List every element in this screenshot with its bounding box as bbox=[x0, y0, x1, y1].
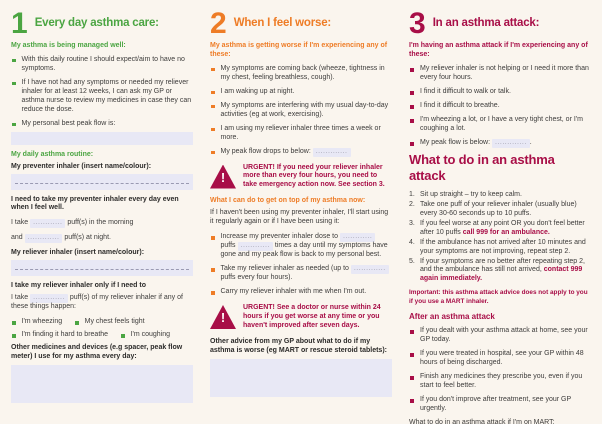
list-item-text: Carry my reliever inhaler with me when I'm out. bbox=[220, 288, 367, 296]
list-item bbox=[409, 102, 591, 111]
bullet-square-icon bbox=[211, 105, 215, 109]
getting-worse-heading: My asthma is getting worse if I'm experiencing any of these: bbox=[210, 42, 388, 58]
mart-important-note: Important: this asthma attack advice does not apply to you if you use a MART inhaler. bbox=[409, 289, 588, 305]
attack-step bbox=[409, 258, 591, 285]
dose-text: and bbox=[11, 234, 23, 242]
list-item-text: I find it difficult to walk or talk. bbox=[420, 87, 511, 95]
step-text: If your symptoms are no better after repeating step 2, and the ambulance has still not arrived, contact 999 again immediately. bbox=[420, 257, 585, 283]
night-puffs-field[interactable]: ............. bbox=[25, 234, 63, 243]
preventer-note: I need to take my preventer inhaler every day even when I feel well. bbox=[11, 195, 179, 212]
dashed-write-line bbox=[15, 183, 189, 184]
list-item-text bbox=[221, 265, 393, 283]
bullet-square-icon bbox=[211, 91, 215, 95]
urgent-warning-2-text: URGENT! See a doctor or nurse within 24 hours if you get worse at any time or you haven't improved after seven days. bbox=[243, 303, 381, 329]
bullet-square-icon bbox=[211, 291, 215, 295]
dose-text: I take bbox=[11, 294, 29, 302]
symptom-text: My chest feels tight bbox=[84, 318, 145, 326]
step-text: Sit up straight – try to keep calm. bbox=[420, 190, 522, 198]
urgent-warning-1-text: URGENT! If you need your reliever inhaler more than every four hours, you need to take emergency action now. See section 3. bbox=[243, 163, 385, 189]
bullet-square-icon bbox=[211, 151, 215, 155]
list-item-text: I find it difficult to breathe. bbox=[420, 101, 500, 109]
list-item bbox=[210, 125, 392, 143]
list-item bbox=[409, 139, 591, 148]
column-feel-worse bbox=[210, 7, 392, 416]
list-item-text: If you were treated in hospital, see your GP within 48 hours of being discharged. bbox=[420, 349, 584, 366]
after-attack-heading: After an asthma attack bbox=[409, 311, 495, 321]
step-text: If you feel worse at any point OR you don't feel better after 10 puffs call 999 for an ambulance. bbox=[420, 219, 585, 236]
peak-flow-drop-text: My peak flow drops to below: bbox=[220, 147, 311, 155]
bullet-square-icon bbox=[211, 68, 215, 72]
section-2-header bbox=[210, 7, 392, 40]
list-item bbox=[210, 148, 392, 157]
section-2-title: When I feel worse: bbox=[233, 17, 332, 30]
increase-dose-text: Increase my preventer inhaler dose to bbox=[220, 233, 339, 241]
mart-plan-label: What to do in an asthma attack if I'm on MART: bbox=[409, 418, 555, 424]
urgent-warning-1 bbox=[210, 164, 392, 191]
symptom-row bbox=[11, 318, 193, 327]
attack-step bbox=[409, 239, 591, 257]
bullet-square-icon bbox=[211, 236, 215, 240]
bullet-square-icon bbox=[410, 330, 414, 334]
reliever-name-field[interactable] bbox=[11, 260, 193, 276]
symptom-row bbox=[11, 331, 193, 340]
daily-routine-heading: My daily asthma routine: bbox=[11, 150, 94, 158]
list-item bbox=[210, 288, 392, 297]
attack-step bbox=[409, 220, 591, 238]
times-a-day-field[interactable]: ............ bbox=[238, 242, 273, 251]
symptom-text: I'm coughing bbox=[130, 331, 171, 339]
peak-flow-below-field[interactable]: ............. bbox=[492, 139, 530, 148]
bullet-square-icon bbox=[12, 82, 16, 86]
bullet-square-icon bbox=[410, 142, 414, 146]
reliever-puffs-field[interactable]: ............. bbox=[30, 294, 68, 303]
list-item-text: I am using my reliever inhaler three times a week or more. bbox=[220, 124, 381, 141]
list-item bbox=[210, 102, 392, 120]
attack-step bbox=[409, 201, 591, 219]
gp-advice-label: Other advice from my GP about what to do if my asthma is worse (eg MART or rescue steroid tablets): bbox=[210, 337, 387, 354]
preventer-name-field[interactable] bbox=[11, 174, 193, 190]
list-item bbox=[409, 373, 591, 391]
peak-flow-below-text: My peak flow is below: bbox=[420, 138, 491, 146]
column-asthma-attack bbox=[409, 7, 591, 424]
section-1-title: Every day asthma care: bbox=[34, 17, 159, 30]
get-on-top-intro: If I haven't been using my preventer inhaler, I'll start using it regularly again or if I have been using it: bbox=[210, 209, 389, 226]
step-text: If the ambulance has not arrived after 10 minutes and your symptoms are not improving, repeat step 2. bbox=[420, 238, 586, 255]
list-item-text: I'm wheezing a lot, or I have a very tight chest, or I'm coughing a lot. bbox=[420, 115, 583, 132]
list-item bbox=[409, 396, 591, 414]
section-3-number: 3 bbox=[409, 7, 425, 40]
step-text: Take one puff of your reliever inhaler (usually blue) every 30-60 seconds up to 10 puffs. bbox=[420, 200, 577, 217]
reliever-needed-text: puffs every four hours). bbox=[220, 274, 293, 282]
step-number: 1. bbox=[409, 190, 415, 198]
list-item-text: If you dealt with your asthma attack at home, see your GP today. bbox=[420, 326, 588, 343]
section-1-header bbox=[11, 7, 193, 40]
list-item bbox=[11, 56, 193, 74]
dashed-write-line bbox=[15, 269, 189, 270]
bullet-square-icon bbox=[410, 119, 414, 123]
increase-dose-text: puffs bbox=[220, 242, 236, 250]
reliever-needed-text: Take my reliever inhaler as needed (up to bbox=[220, 265, 349, 273]
list-item-text: If you don't improve after treatment, see your GP urgently. bbox=[420, 395, 572, 412]
symptom-item bbox=[11, 331, 108, 340]
section-2-number: 2 bbox=[210, 7, 226, 40]
bullet-square-icon bbox=[410, 68, 414, 72]
bullet-square-icon bbox=[211, 268, 215, 272]
symptom-item bbox=[74, 318, 144, 327]
list-item-text: Finish any medicines they prescribe you, even if you start to feel better. bbox=[420, 372, 583, 389]
symptom-item bbox=[120, 331, 170, 340]
morning-dose-line bbox=[11, 219, 193, 228]
step-number: 5. bbox=[409, 257, 415, 265]
list-item-text: I am waking up at night. bbox=[220, 87, 295, 95]
reliever-note: I take my reliever inhaler only if I need to bbox=[11, 282, 146, 290]
attack-step bbox=[409, 191, 591, 200]
list-item-text: If I have not had any symptoms or needed my reliever inhaler for at least 12 weeks, I can ask my GP or asthma nurse to review my medicines in case they can reduce the dose. bbox=[21, 78, 192, 113]
bullet-square-icon bbox=[410, 353, 414, 357]
warning-icon: ! bbox=[210, 305, 236, 329]
morning-puffs-field[interactable]: ............ bbox=[30, 219, 65, 228]
list-item bbox=[11, 120, 193, 129]
preventer-inhaler-label: My preventer inhaler (insert name/colour): bbox=[11, 162, 152, 170]
section-3-header bbox=[409, 7, 591, 40]
list-item bbox=[409, 350, 591, 368]
bullet-square-icon bbox=[410, 91, 414, 95]
list-item-text bbox=[420, 139, 591, 148]
get-on-top-heading: What I can do to get on top of my asthma now: bbox=[210, 197, 366, 205]
symptom-text: I'm finding it hard to breathe bbox=[21, 331, 109, 339]
other-medicines-label: Other medicines and devices (e.g spacer, peak flow meter) I use for my asthma every day: bbox=[11, 344, 183, 361]
night-dose-line bbox=[11, 234, 193, 243]
reliever-inhaler-label: My reliever inhaler (insert name/colour): bbox=[11, 249, 145, 257]
list-item-text: My reliever inhaler is not helping or I need it more than every four hours. bbox=[420, 64, 589, 81]
list-item bbox=[210, 265, 392, 283]
list-item bbox=[210, 65, 392, 83]
peak-flow-below-text: . bbox=[529, 138, 532, 146]
urgent-warning-2 bbox=[210, 304, 392, 331]
list-item bbox=[210, 233, 392, 260]
increase-puffs-field[interactable]: ............ bbox=[340, 233, 375, 242]
list-item-text bbox=[221, 233, 393, 260]
attack-heading: I'm having an asthma attack if I'm experiencing any of these: bbox=[409, 42, 588, 58]
bullet-square-icon bbox=[12, 123, 16, 127]
bullet-square-icon bbox=[410, 105, 414, 109]
list-item-text: With this daily routine I should expect/aim to have no symptoms. bbox=[21, 55, 185, 72]
symptom-item bbox=[11, 318, 62, 327]
bullet-square-icon bbox=[12, 59, 16, 63]
reliever-dose-line bbox=[11, 294, 193, 312]
what-to-do-heading: What to do in an asthma attack bbox=[409, 151, 555, 184]
dose-text: puff(s) in the morning bbox=[67, 219, 134, 227]
step-number: 4. bbox=[409, 238, 415, 246]
step-number: 2. bbox=[409, 200, 415, 208]
dose-text: puff(s) of my reliever inhaler if any of these things happen: bbox=[11, 294, 183, 311]
bullet-square-icon bbox=[75, 321, 79, 325]
section-1-number: 1 bbox=[11, 7, 27, 40]
bullet-square-icon bbox=[410, 399, 414, 403]
bullet-square-icon bbox=[12, 334, 16, 338]
list-item bbox=[409, 65, 591, 83]
reliever-max-puffs-field[interactable]: ............. bbox=[351, 265, 389, 274]
warning-icon: ! bbox=[210, 165, 236, 189]
increase-dose-text: times a day until my symptoms have gone and my peak flow is back to my personal best. bbox=[220, 242, 388, 259]
list-item bbox=[409, 327, 591, 345]
section-3-title: In an asthma attack: bbox=[432, 17, 540, 30]
list-item-text: My symptoms are coming back (wheeze, tightness in my chest, feeling breathless, cough). bbox=[220, 64, 385, 81]
list-item-text: My symptoms are interfering with my usual day-to-day activities (eg at work, exercising). bbox=[220, 101, 389, 118]
step-number: 3. bbox=[409, 219, 415, 227]
attack-steps-list bbox=[409, 191, 591, 285]
peak-flow-drop-field[interactable]: ............. bbox=[313, 148, 351, 157]
list-item-text: My personal best peak flow is: bbox=[21, 119, 116, 127]
managed-well-heading: My asthma is being managed well: bbox=[11, 42, 126, 49]
dose-text: puff(s) at night. bbox=[64, 234, 111, 242]
list-item bbox=[210, 88, 392, 97]
bullet-square-icon bbox=[121, 334, 125, 338]
list-item bbox=[11, 79, 193, 115]
bullet-square-icon bbox=[211, 128, 215, 132]
other-medicines-field[interactable] bbox=[11, 365, 193, 403]
bullet-square-icon bbox=[410, 376, 414, 380]
bullet-square-icon bbox=[12, 321, 16, 325]
list-item bbox=[409, 88, 591, 97]
column-everyday-care bbox=[11, 7, 193, 416]
dose-text: I take bbox=[11, 219, 29, 227]
best-peak-flow-field[interactable] bbox=[11, 132, 193, 145]
gp-advice-field[interactable] bbox=[210, 359, 392, 397]
list-item bbox=[409, 116, 591, 134]
list-item-text bbox=[221, 148, 393, 157]
symptom-text: I'm wheezing bbox=[21, 318, 63, 326]
